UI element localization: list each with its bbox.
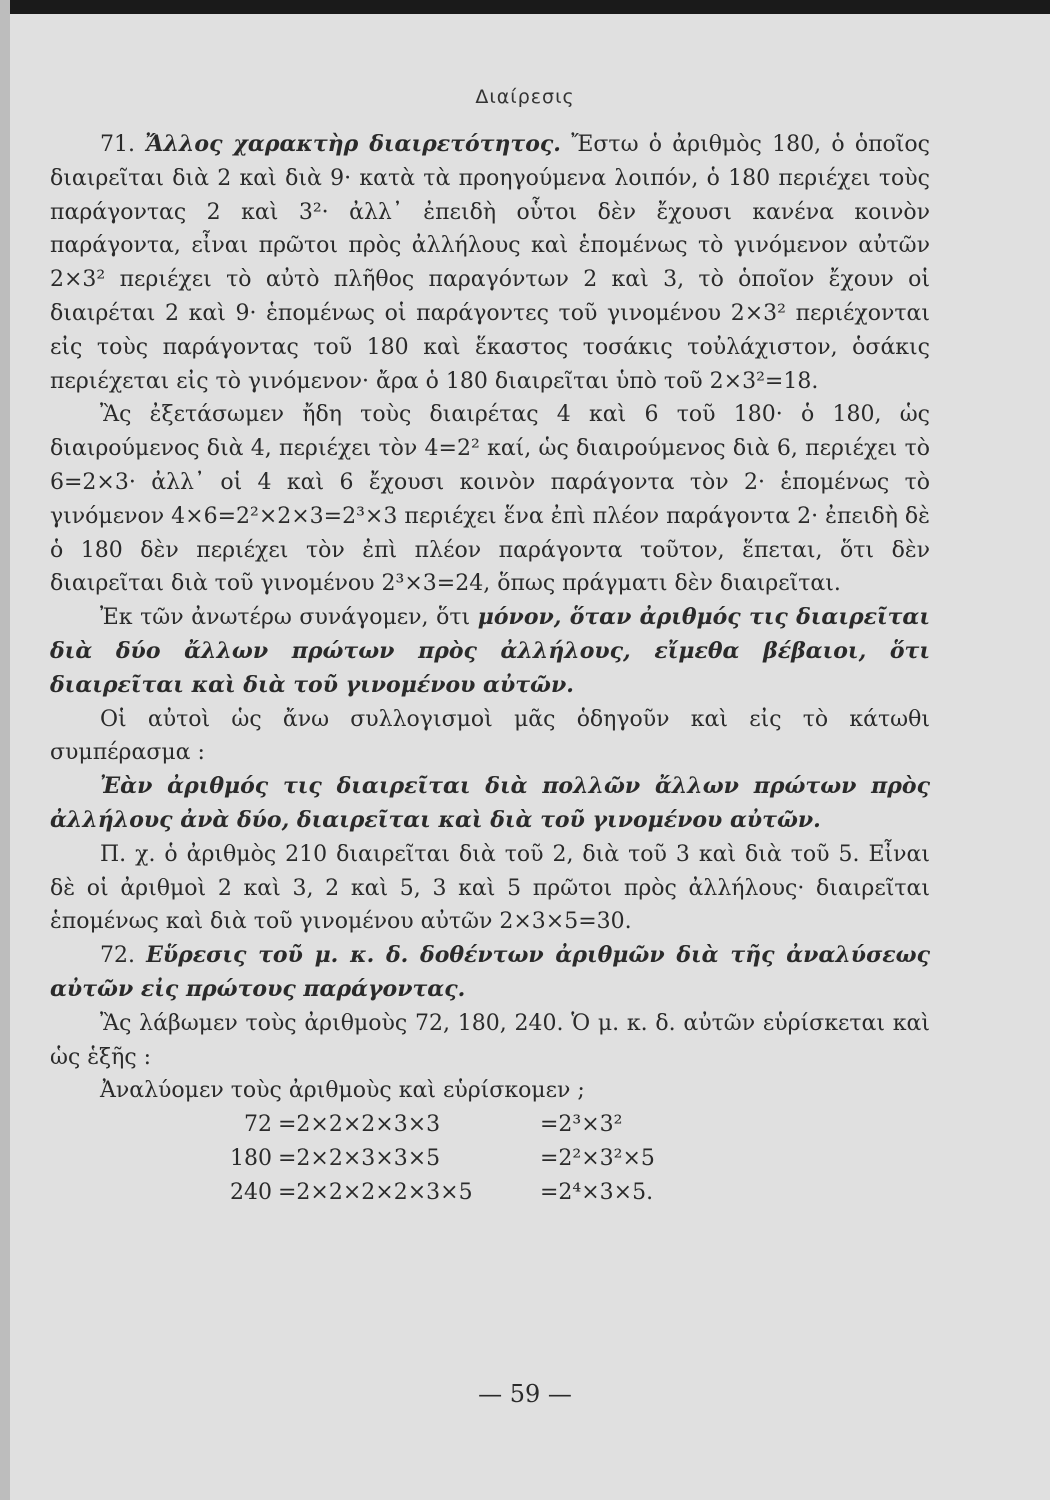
running-header: Διαίρεσις [475, 86, 575, 108]
equation-expansion: =2×2×2×2×3×5 [278, 1180, 473, 1206]
equation-powers: =2²×3²×5 [540, 1146, 655, 1172]
scan-edge-left [0, 0, 10, 1500]
factorization-equations [200, 1108, 930, 1210]
equation-row [200, 1176, 930, 1210]
equation-row [200, 1108, 930, 1142]
equation-powers: =2³×3² [540, 1112, 623, 1138]
theorem-statement [50, 770, 930, 838]
section-number: 72. [100, 943, 135, 969]
section-number: 71. [100, 132, 135, 157]
example-paragraph: Π. χ. ὁ ἀριθμὸς 210 διαιρεῖται διὰ τοῦ 2, διὰ τοῦ 3 καὶ διὰ τοῦ 5. Εἶναι δὲ οἱ ἀριθμοὶ 2 καὶ 3, 2 καὶ 5, 3 καὶ 5 πρῶτοι πρὸς ἀλλήλους· διαιρεῖται ἑπομένως καὶ διὰ τοῦ γινομένου αὐτῶν 2×3×5=30. [50, 841, 930, 935]
equation-number: 240 [230, 1180, 272, 1206]
paragraph: Ἀναλύομεν τοὺς ἀριθμοὺς καὶ εὑρίσκομεν ; [100, 1078, 585, 1104]
paragraph-71 [50, 128, 930, 398]
paragraph-text: Ἐκ τῶν ἀνωτέρω συνάγομεν, ὅτι [100, 605, 478, 631]
equation-expansion: =2×2×2×3×3 [278, 1112, 441, 1138]
emphasized-conclusion: μόνον, ὅταν ἀριθμός τις διαιρεῖται διὰ δύο ἄλλων πρώτων πρὸς ἀλλήλους, εἴμεθα βέβαιοι, ὅτι διαιρεῖται καὶ διὰ τοῦ γινομένου αὐτῶν. [50, 604, 931, 698]
theorem-text: Ἐὰν ἀριθμός τις διαιρεῖται διὰ πολλῶν ἄλλων πρώτων πρὸς ἀλλήλους ἀνὰ δύο, διαιρεῖται καὶ διὰ τοῦ γινομένου αὐτῶν. [50, 773, 930, 833]
equation-powers: =2⁴×3×5. [540, 1180, 654, 1206]
body-text [50, 128, 930, 1210]
paragraph-text: Ἔστω ὁ ἀριθμὸς 180, ὁ ὁποῖος διαιρεῖται διὰ 2 καὶ διὰ 9· κατὰ τὰ προηγούμενα λοιπόν, ὁ 180 περιέχει τοὺς παράγοντας 2 καὶ 3²· ἀλλ᾽ ἐπειδὴ οὗτοι δὲν ἔχουσι κανένα κοινὸν παράγοντα, εἶναι πρῶτοι πρὸς ἀλλήλους καὶ ἑπομένως τὸ γινόμενον αὐτῶν 2×3² περιέχει τὸ αὐτὸ πλῆθος παραγόντων 2 καὶ 3, τὸ ὁποῖον ἔχουν οἱ διαιρέται 2 καὶ 9· ἑπομένως οἱ παράγοντες τοῦ γινομένου 2×3² περιέχονται εἰς τοὺς παράγοντας τοῦ 180 καὶ ἕκαστος τοσάκις τοὐλάχιστον, ὁσάκις περιέχεται εἰς τὸ γινόμενον· ἄρα ὁ 180 διαιρεῖται ὑπὸ τοῦ 2×3²=18. [50, 132, 930, 394]
paragraph-72 [50, 939, 930, 1007]
page-number: — 59 — [478, 1380, 572, 1408]
paragraph: Ἂς λάβωμεν τοὺς ἀριθμοὺς 72, 180, 240. Ὁ μ. κ. δ. αὐτῶν εὑρίσκεται καὶ ὡς ἑξῆς : [50, 1010, 930, 1070]
equation-row [200, 1142, 930, 1176]
section-title: Εὕρεσις τοῦ μ. κ. δ. δοθέντων ἀριθμῶν διὰ τῆς ἀναλύσεως αὐτῶν εἰς πρώτους παράγοντας. [50, 942, 931, 1002]
paragraph [50, 601, 930, 702]
equation-number: 72 [244, 1112, 272, 1138]
paragraph: Ἂς ἐξετάσωμεν ἤδη τοὺς διαιρέτας 4 καὶ 6 τοῦ 180· ὁ 180, ὡς διαιρούμενος διὰ 4, περιέχει τὸν 4=2² καί, ὡς διαιρούμενος διὰ 6, περιέχει τὸ 6=2×3· ἀλλ᾽ οἱ 4 καὶ 6 ἔχουσι κοινὸν παράγοντα τὸν 2· ἑπομένως τὸ γινόμενον 4×6=2²×2×3=2³×3 περιέχει ἕνα ἐπὶ πλέον παράγοντα 2· ἐπειδὴ δὲ ὁ 180 δὲν περιέχει τὸν ἐπὶ πλέον παράγοντα τοῦτον, ἕπεται, ὅτι δὲν διαιρεῖται διὰ τοῦ γινομένου 2³×3=24, ὅπως πράγματι δὲν διαιρεῖται. [50, 402, 930, 597]
scan-edge-top [0, 0, 1050, 14]
section-title: Ἄλλος χαρακτὴρ διαιρετότητος. [145, 131, 561, 157]
equation-expansion: =2×2×3×3×5 [278, 1146, 441, 1172]
paragraph: Οἱ αὐτοὶ ὡς ἄνω συλλογισμοὶ μᾶς ὁδηγοῦν καὶ εἰς τὸ κάτωθι συμπέρασμα : [50, 706, 930, 766]
equation-number: 180 [230, 1146, 272, 1172]
